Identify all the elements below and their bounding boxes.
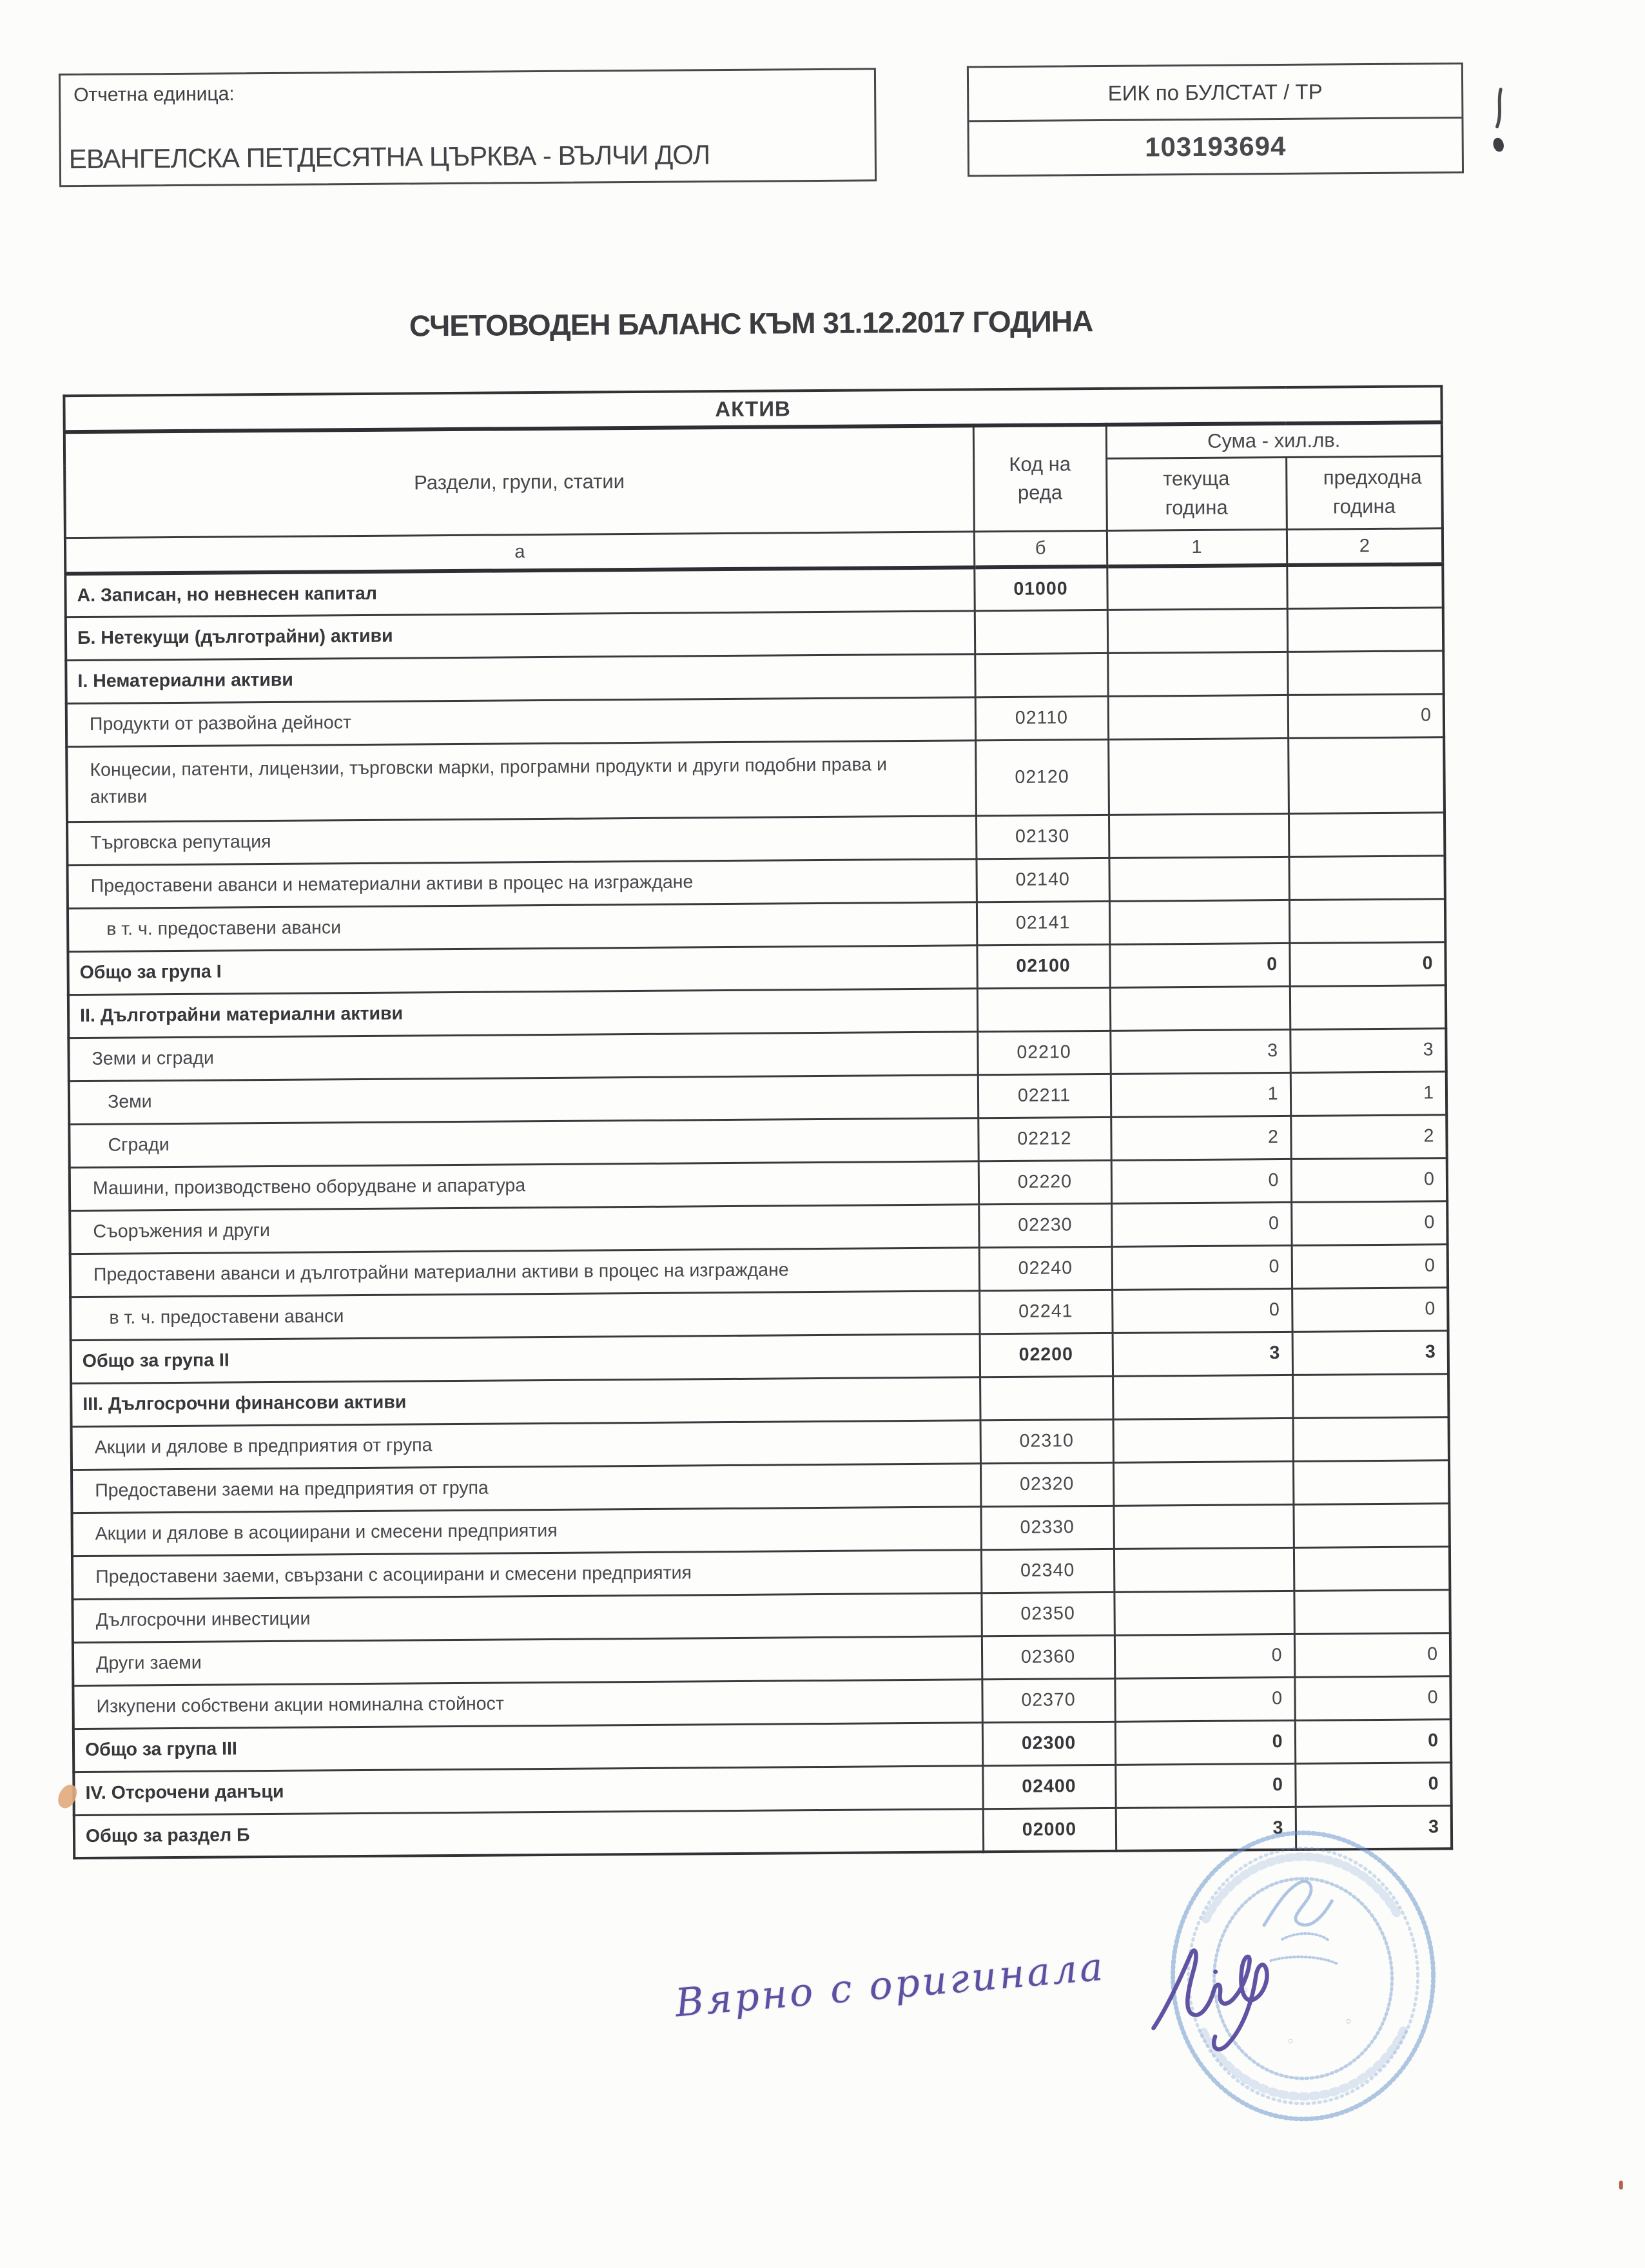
index-b: б (974, 530, 1107, 567)
row-code (980, 1376, 1113, 1420)
row-label: Общо за раздел Б (74, 1808, 983, 1858)
row-previous-value (1289, 855, 1445, 900)
column-header-code: Код на реда (973, 425, 1107, 531)
row-label: IV. Отсрочени данъци (73, 1765, 982, 1815)
row-previous-value (1294, 1589, 1450, 1634)
row-code (975, 610, 1107, 654)
row-current-value: 2 (1111, 1116, 1290, 1160)
row-label: Други заеми (73, 1636, 982, 1685)
row-current-value: 0 (1112, 1245, 1292, 1290)
column-header-previous-year: предходна година (1286, 456, 1443, 529)
row-label: Сгради (69, 1118, 978, 1167)
index-1: 1 (1107, 529, 1287, 567)
reporting-unit-box (59, 68, 877, 187)
row-label: Общо за група II (71, 1333, 980, 1383)
eik-value: 103193694 (1144, 130, 1287, 162)
row-current-value (1114, 1591, 1294, 1635)
row-code: 02110 (975, 696, 1108, 740)
row-code: 02211 (978, 1074, 1111, 1118)
row-previous-value (1290, 985, 1446, 1029)
column-header-sum: Сума - хил.лв. (1106, 422, 1442, 458)
index-a: а (65, 531, 974, 574)
row-previous-value: 0 (1291, 1201, 1447, 1245)
row-current-value (1113, 1375, 1292, 1419)
section-header: АКТИВ (64, 386, 1441, 432)
row-current-value: 0 (1112, 1288, 1292, 1333)
row-code: 02230 (978, 1203, 1111, 1247)
row-code: 02350 (981, 1592, 1114, 1636)
row-current-value (1113, 1504, 1293, 1549)
row-current-value: 0 (1115, 1634, 1294, 1678)
balance-table-body (65, 564, 1452, 1858)
row-previous-value (1287, 650, 1443, 695)
table-row (66, 737, 1445, 822)
row-previous-value: 0 (1295, 1762, 1451, 1807)
row-label: А. Записан, но невнесен капитал (65, 567, 974, 617)
row-label: Земи (69, 1074, 978, 1124)
row-current-value (1110, 986, 1290, 1031)
row-label: Предоставени аванси и нематериални активи в процес на изграждане (67, 858, 976, 908)
row-current-value (1108, 695, 1288, 739)
row-code: 02120 (975, 739, 1109, 815)
row-previous-value: 0 (1292, 1287, 1448, 1332)
document-title: СЧЕТОВОДЕН БАЛАНС КЪМ 31.12.2017 ГОДИНА (409, 304, 1093, 343)
row-previous-value: 0 (1295, 1719, 1451, 1763)
row-code: 02130 (976, 815, 1109, 858)
row-label: Общо за група III (73, 1722, 982, 1772)
row-previous-value: 0 (1292, 1244, 1448, 1288)
row-current-value (1107, 565, 1287, 610)
row-label: Предоставени заеми на предприятия от група (72, 1463, 980, 1513)
row-previous-value (1289, 812, 1445, 857)
row-previous-value: 0 (1291, 1158, 1447, 1202)
row-label: Концесии, патенти, лицензии, търговски марки, програмни продукти и други подобни права и активи (66, 740, 976, 822)
row-current-value: 0 (1115, 1677, 1294, 1721)
handwritten-note: Вярно с оригинала (673, 1944, 1107, 2026)
row-code: 02320 (980, 1462, 1113, 1506)
row-label: Изкупени собствени акции номинална стойност (73, 1679, 982, 1729)
row-code: 02140 (976, 858, 1109, 902)
row-label: III. Дългосрочни финансови активи (71, 1377, 980, 1426)
row-previous-value: 3 (1290, 1028, 1446, 1072)
row-current-value: 0 (1111, 1159, 1291, 1203)
eik-box (967, 63, 1464, 177)
balance-table (63, 385, 1453, 1859)
row-code: 02100 (977, 944, 1109, 988)
balance-table-head (64, 386, 1443, 574)
row-code: 02310 (980, 1419, 1113, 1463)
row-code: 02370 (982, 1678, 1115, 1722)
row-previous-value (1294, 1546, 1450, 1591)
row-code: 02340 (981, 1549, 1114, 1593)
row-code: 02400 (982, 1765, 1115, 1808)
row-previous-value (1289, 898, 1445, 943)
row-previous-value: 0 (1289, 942, 1445, 986)
row-label: Акции и дялове в асоциирани и смесени предприятия (72, 1506, 980, 1556)
row-previous-value (1293, 1417, 1449, 1461)
row-current-value: 0 (1111, 1202, 1291, 1246)
row-code (977, 987, 1110, 1031)
row-code: 02200 (980, 1333, 1113, 1377)
index-2: 2 (1287, 528, 1443, 565)
row-current-value (1109, 900, 1289, 944)
row-previous-value (1287, 564, 1443, 608)
row-current-value: 3 (1116, 1807, 1296, 1851)
row-label: Дългосрочни инвестиции (72, 1593, 981, 1642)
row-previous-value (1293, 1503, 1449, 1547)
row-current-value (1107, 652, 1287, 696)
row-current-value: 0 (1109, 943, 1289, 987)
row-label: в т. ч. предоставени аванси (70, 1290, 979, 1340)
row-code: 01000 (974, 567, 1107, 610)
row-code: 02240 (979, 1246, 1112, 1290)
column-header-current-year: текуща година (1106, 457, 1287, 530)
row-code: 02330 (980, 1506, 1113, 1549)
row-previous-value: 3 (1292, 1330, 1448, 1375)
row-code: 02220 (978, 1160, 1111, 1204)
row-current-value: 3 (1113, 1332, 1292, 1376)
row-previous-value (1288, 737, 1445, 813)
row-label: Предоставени заеми, свързани с асоциирани и смесени предприятия (72, 1549, 981, 1599)
row-previous-value: 0 (1294, 1633, 1450, 1677)
row-code (975, 653, 1107, 697)
row-code: 02000 (983, 1808, 1116, 1852)
row-label: Общо за група I (68, 945, 977, 994)
row-previous-value: 0 (1294, 1676, 1450, 1720)
row-current-value (1113, 1418, 1293, 1462)
row-code: 02141 (977, 901, 1109, 945)
row-label: Акции и дялове в предприятия от група (72, 1420, 980, 1469)
signature (1136, 1930, 1321, 2069)
row-code: 02300 (982, 1721, 1115, 1765)
row-label: Машини, производствено оборудване и апаратура (70, 1161, 978, 1210)
row-label: I. Нематериални активи (66, 654, 975, 703)
row-previous-value: 1 (1290, 1071, 1446, 1116)
row-previous-value (1287, 607, 1443, 652)
row-label: Земи и сгради (68, 1031, 977, 1081)
row-label: Продукти от развойна дейност (66, 697, 975, 746)
table-row (74, 1805, 1452, 1858)
eik-label: ЕИК по БУЛСТАТ / ТР (969, 64, 1462, 122)
row-current-value (1113, 1461, 1293, 1506)
row-previous-value: 2 (1290, 1114, 1446, 1159)
row-previous-value: 3 (1296, 1805, 1452, 1850)
row-code: 02210 (977, 1031, 1110, 1074)
row-current-value (1109, 813, 1289, 858)
row-label: Предоставени аванси и дълготрайни материални активи в процес на изграждане (70, 1247, 979, 1297)
row-previous-value (1293, 1460, 1449, 1504)
row-current-value: 1 (1111, 1072, 1290, 1117)
paper-speck (1619, 2180, 1623, 2189)
row-code: 02212 (978, 1117, 1111, 1161)
row-previous-value (1292, 1373, 1448, 1418)
reporting-unit-label: Отчетна единица: (73, 83, 235, 106)
row-current-value (1108, 738, 1289, 815)
row-current-value: 3 (1110, 1029, 1290, 1074)
reporting-unit-name: ЕВАНГЕЛСКА ПЕТДЕСЯТНА ЦЪРКВА - ВЪЛЧИ ДОЛ (68, 139, 710, 175)
row-code: 02241 (979, 1290, 1112, 1333)
ink-mark (1490, 87, 1510, 158)
row-label: Б. Нетекущи (дълготрайни) активи (66, 610, 975, 660)
row-current-value (1109, 857, 1289, 901)
row-label: Съоръжения и други (70, 1204, 978, 1254)
row-current-value (1107, 608, 1287, 653)
row-label: в т. ч. предоставени аванси (68, 902, 977, 951)
row-current-value: 0 (1115, 1720, 1295, 1765)
row-label: Търговска репутация (67, 815, 976, 865)
row-code: 02360 (982, 1635, 1115, 1679)
row-label: II. Дълготрайни материални активи (68, 988, 977, 1038)
row-current-value (1114, 1547, 1294, 1592)
row-current-value: 0 (1115, 1763, 1295, 1808)
row-previous-value: 0 (1288, 693, 1444, 738)
column-header-items: Раздели, групи, статии (64, 425, 974, 538)
